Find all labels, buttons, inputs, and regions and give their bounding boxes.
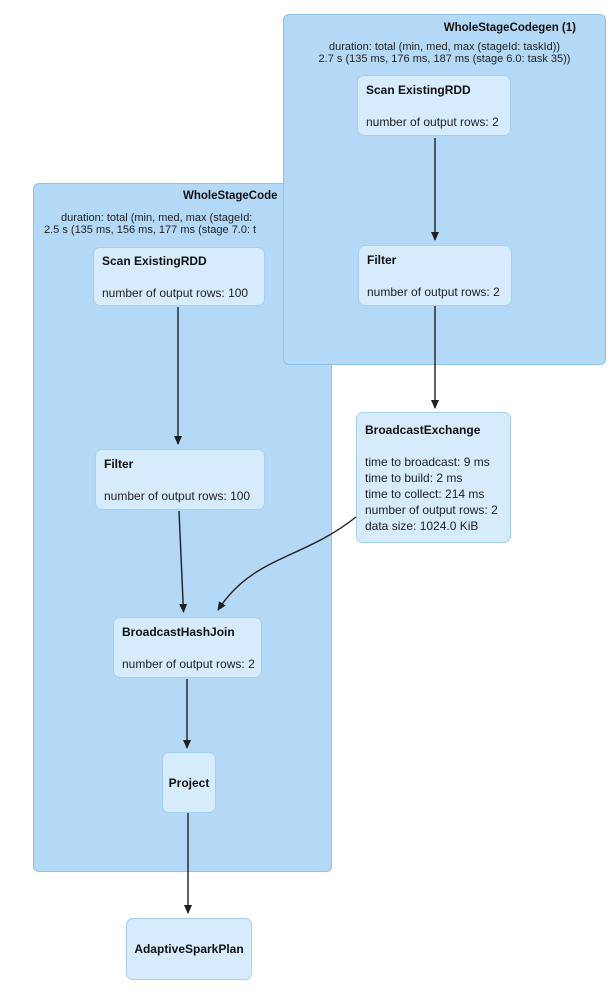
node-metric: time to broadcast: 9 ms: [365, 454, 490, 469]
node-spacer: [104, 472, 256, 488]
plan-node-broadcast-hash-join[interactable]: [113, 617, 262, 678]
cluster-wholestagecodegen-1: [283, 14, 606, 365]
cluster-duration-line1: duration: total (min, med, max (stageId:: [61, 212, 253, 224]
node-title: Scan ExistingRDD: [102, 253, 207, 268]
node-title: Filter: [104, 456, 134, 471]
cluster-duration-line1: duration: total (min, med, max (stageId: taskId)): [328, 41, 561, 53]
node-metric: number of output rows: 2: [122, 656, 255, 671]
plan-node-scan-existingrdd-1[interactable]: [357, 75, 511, 136]
node-title: AdaptiveSparkPlan: [134, 942, 244, 956]
cluster-duration: [284, 42, 605, 65]
node-spacer: [102, 269, 256, 285]
node-title: BroadcastHashJoin: [122, 624, 235, 639]
plan-node-adaptive-spark-plan[interactable]: [126, 918, 252, 980]
node-title: Project: [168, 775, 210, 790]
node-metric: number of output rows: 100: [102, 285, 249, 300]
node-spacer: [366, 98, 502, 114]
node-title: Scan ExistingRDD: [366, 82, 471, 97]
node-title: Filter: [367, 252, 397, 267]
node-metric: number of output rows: 100: [104, 488, 251, 503]
node-spacer: [122, 640, 253, 656]
node-title: BroadcastExchange: [365, 422, 481, 437]
cluster-duration-line2: 2.5 s (135 ms, 156 ms, 177 ms (stage 7.0: t: [44, 224, 257, 236]
cluster-label: WholeStageCode: [183, 190, 278, 202]
cluster-duration-line2: 2.7 s (135 ms, 176 ms, 187 ms (stage 6.0: task 35)): [318, 52, 571, 65]
plan-node-scan-existingrdd-2[interactable]: [93, 247, 265, 306]
plan-node-filter-1[interactable]: [358, 245, 512, 306]
node-metric: number of output rows: 2: [365, 502, 498, 517]
cluster-label: WholeStageCodegen (1): [443, 22, 576, 34]
node-metric: number of output rows: 2: [367, 284, 500, 299]
plan-node-broadcast-exchange[interactable]: [356, 412, 511, 543]
node-metric: data size: 1024.0 KiB: [365, 518, 479, 533]
plan-node-filter-2[interactable]: [95, 449, 265, 510]
node-spacer: [365, 438, 502, 454]
node-metric: number of output rows: 2: [366, 114, 499, 129]
node-metric: time to build: 2 ms: [365, 470, 463, 485]
plan-node-project[interactable]: [162, 752, 216, 813]
node-metric: time to collect: 214 ms: [365, 486, 485, 501]
node-spacer: [367, 268, 503, 284]
